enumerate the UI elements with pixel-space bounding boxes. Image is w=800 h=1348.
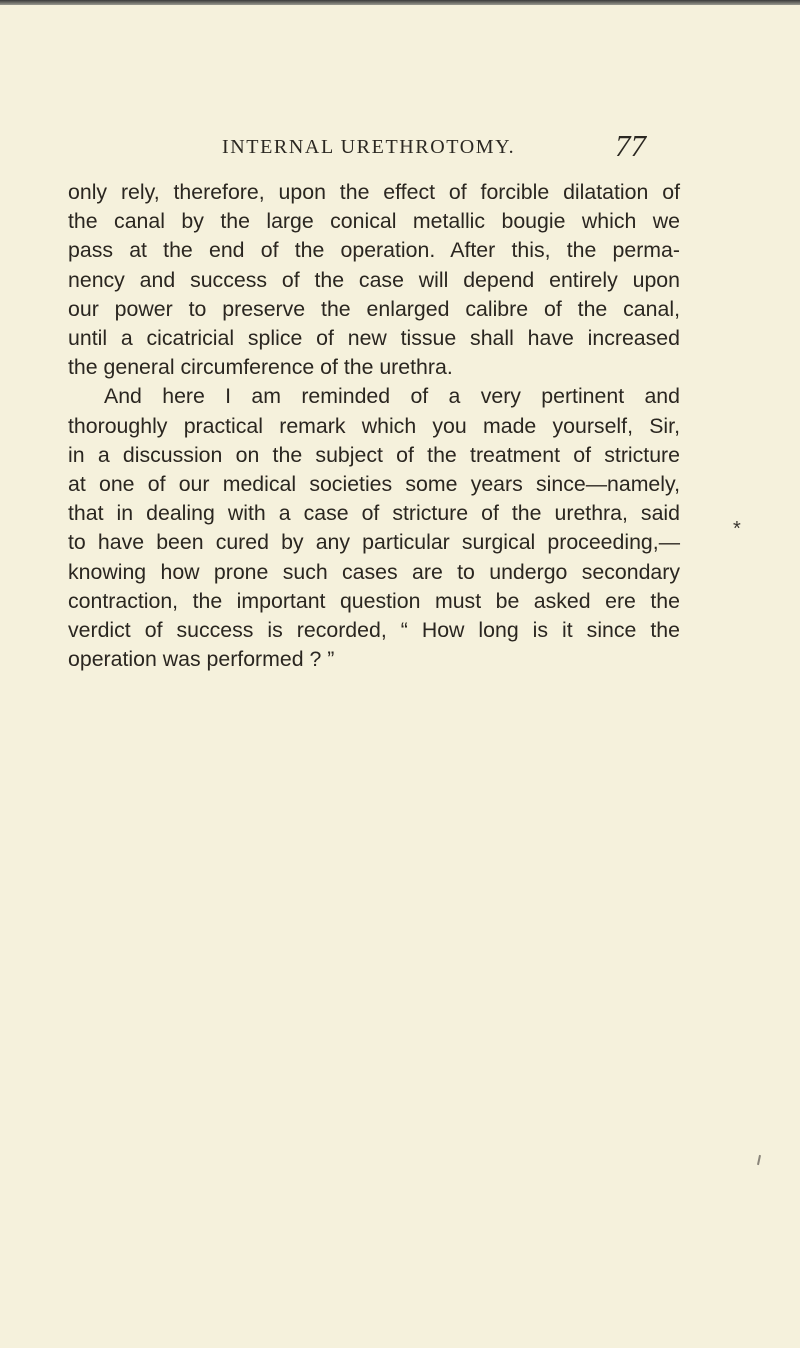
margin-mark: * <box>733 518 741 540</box>
text-line: at one of our medical societies some years since—namely, <box>68 472 680 497</box>
text-line: operation was performed ? ” <box>68 647 335 672</box>
text-line: pass at the end of the operation. After this, the perma- <box>68 238 680 263</box>
text-line: nency and success of the case will depend entirely upon <box>68 267 680 292</box>
text-line: that in dealing with a case of stricture of the urethra, said <box>68 501 680 526</box>
text-line: thoroughly practical remark which you made yourself, Sir, <box>68 413 680 438</box>
text-line: And here I am reminded of a very pertinent and <box>104 384 680 409</box>
text-line: contraction, the important question must be asked ere the <box>68 588 680 613</box>
text-line: in a discussion on the subject of the treatment of stricture <box>68 442 680 467</box>
text-line: verdict of success is recorded, “ How long is it since the <box>68 618 680 643</box>
running-title: INTERNAL URETHROTOMY. <box>222 136 516 158</box>
text-line: to have been cured by any particular surgical proceeding,— <box>68 530 680 555</box>
text-line: the canal by the large conical metallic bougie which we <box>68 209 680 234</box>
body-text <box>68 178 680 674</box>
top-edge-rule <box>0 0 800 5</box>
text-line: knowing how prone such cases are to undergo secondary <box>68 559 680 584</box>
stray-ink-mark <box>757 1155 761 1165</box>
text-line: the general circumference of the urethra. <box>68 355 453 380</box>
text-line: only rely, therefore, upon the effect of forcible dilatation of <box>68 180 680 204</box>
running-head <box>0 128 800 162</box>
text-line: our power to preserve the enlarged calibre of the canal, <box>68 296 680 321</box>
text-line: until a cicatricial splice of new tissue shall have increased <box>68 326 680 351</box>
page-number: 77 <box>615 128 646 163</box>
